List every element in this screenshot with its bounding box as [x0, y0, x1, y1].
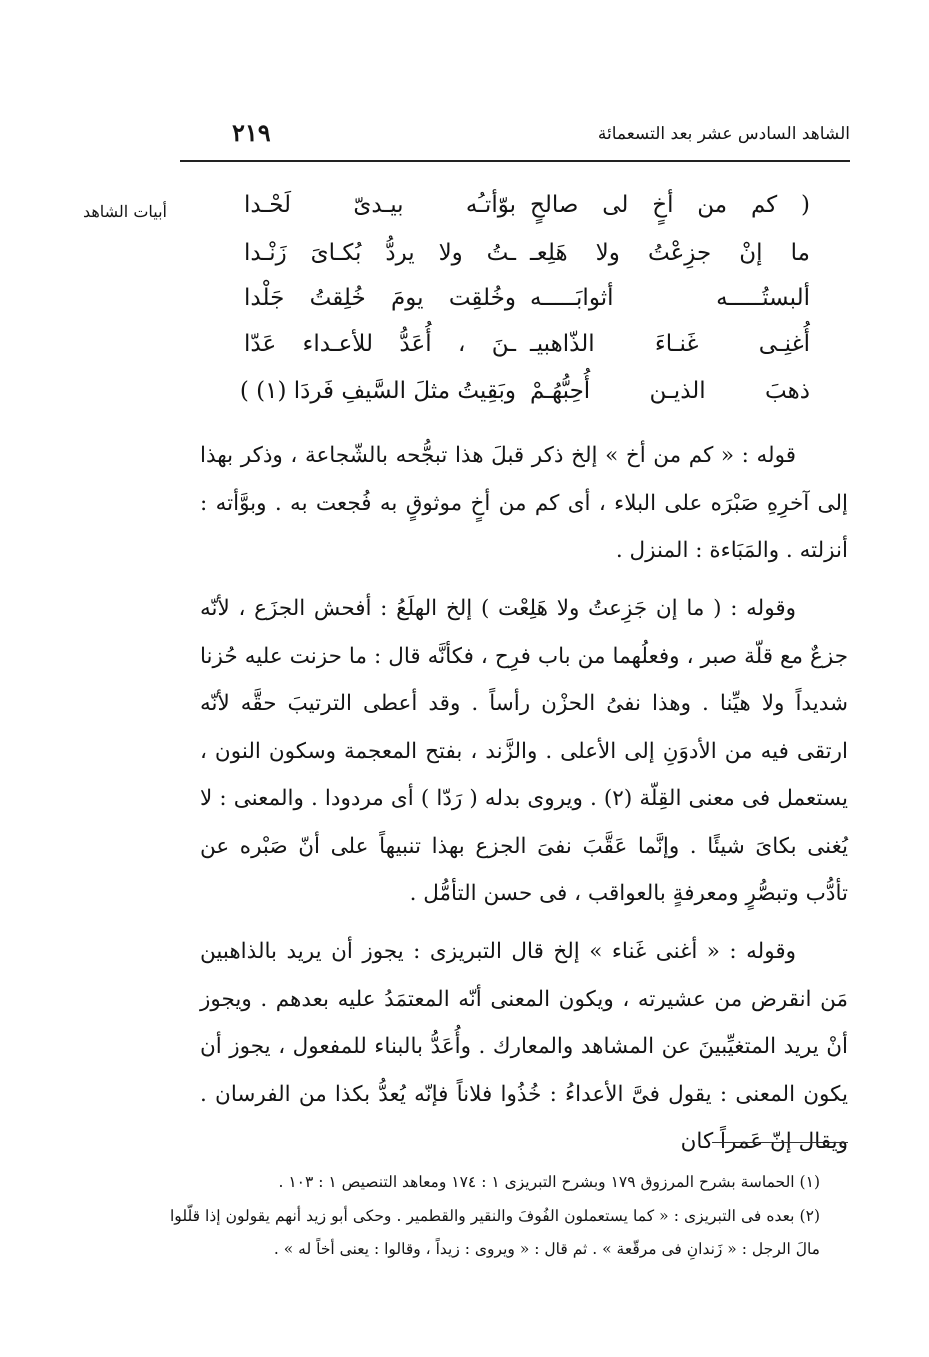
verse-line	[220, 285, 810, 333]
running-title: الشاهد السادس عشر بعد التسعمائة	[597, 124, 850, 144]
verse-second-hemistich: وبَقِيتُ مثلَ السَّيفِ فَردَا (١) )	[239, 378, 516, 404]
verse-first-hemistich: ذهبَ الذيـن أُحِبُّهُـمْ	[530, 378, 810, 404]
footnote-number: (٢)	[799, 1207, 820, 1225]
commentary-paragraph: وقوله : « أغنى غَناء » إلخ قال التبريزى : يجوز أن يريد بالذاهبين مَن انقرض من عشيرته ، ويكون المعنى أنّه المعتمَدُ عليه بعدهم . ويجوز أنْ يريد المتغيِّبينَ عن المشاهد والمعارك . وأُعَدُّ بالبناء للمفعول ، يجوز أن يكون المعنى : يقول فىَّ الأعداءُ : خُذُوا فلاناً فإنّه يُعدُّ بكذا من الفرسان . ويقال إنّ عَمراً كان	[200, 939, 848, 1154]
verse-first-hemistich: ألبستُـــــه أثوابَـــــه	[530, 285, 810, 311]
verse-line	[220, 240, 810, 288]
footnote-text: الحماسة بشرح المرزوق ١٧٩ وبشرح التبريزى ١ : ١٧٤ ومعاهد التنصيص ١ : ١٠٣ .	[278, 1173, 795, 1191]
commentary-paragraph: قوله : « كم من أخ » إلخ ذكر قبلَ هذا تبجُّحه بالشّجاعة ، وذكر بهذا إلى آخرِهِ صَبْرَه على البلاء ، أى كم من أخٍ موثوقٍ به فُجعت به . وبوَّأته : أنزلته . والمَبَاءة : المنزل .	[200, 443, 848, 563]
header-rule	[180, 160, 850, 162]
verse-first-hemistich: ما إنْ جزِعْتُ ولا هَلِعـ	[530, 240, 810, 266]
page-number: ٢١٩	[232, 118, 271, 147]
verse-line	[220, 378, 810, 426]
verse-second-hemistich: وخُلقِت يومَ خُلِقتُ جَلْدا	[244, 285, 516, 311]
running-header	[180, 112, 850, 160]
verse-second-hemistich: ـتُ ولا يردُّ بُكـاىَ زَنْـدا	[244, 240, 516, 266]
verse-line	[220, 192, 810, 240]
verse-line	[220, 331, 810, 379]
verse-second-hemistich: بوّأتـُه بيـدىّ لَحْـدا	[244, 192, 516, 218]
verse-first-hemistich: أُغنِـى غَنـاءَ الذّاهبيـ	[530, 331, 810, 357]
verse-first-hemistich: ( كم من أخٍ لى صالحٍ	[530, 192, 810, 218]
commentary-paragraph: وقوله : ( ما إن جَزِعتُ ولا هَلِعْت ) إلخ الهلَعُ : أفحش الجزَع ، لأنّه جزعٌ مع قلّة صبر ، وفعلُهما من باب فرِح ، فكأنَّه قال : ما حزنت عليه حُزنا شديداً ولا هيِّنا . وهذا نفىُ الحزْن رأساً . وقد أعطى الترتيبَ حقَّه لأنّه ارتقى فيه من الأدوَنِ إلى الأعلى . والزَّند ، بفتح المعجمة وسكون النون ، يستعمل فى معنى القِلّة (٢) . ويروى بدله ( رَدّا ) أى مردودا . والمعنى : لا يُغنى بكاىَ شيئًا . وإنَّما عَقَّبَ نفىَ الجزع بهذا تنبيهاً على أنّ صَبْره عن تأدُّب وتبصُّرٍ ومعرفةٍ بالعواقب ، فى حسن التأمُّل .	[200, 596, 848, 906]
footnote	[170, 1166, 820, 1199]
margin-label: أبيات الشاهد	[82, 202, 167, 221]
footnote-text: بعده فى التبريزى : « كما يستعملون الفُوفَ والنقير والقطمير . وحكى أبو زيد أنهم يقولون إذا قلّلوا مالَ الرجل : « زَندانِ فى مرقّعة » . ثم قال : « ويروى : زيداً ، وقالوا : يعنى أخاً له » .	[170, 1207, 820, 1258]
verse-second-hemistich: ـنَ ، أُعَدُّ للأعـداء عَدّا	[244, 331, 516, 357]
footnote-rule	[712, 1142, 848, 1143]
footnote-number: (١)	[799, 1173, 820, 1191]
footnote	[170, 1200, 820, 1266]
